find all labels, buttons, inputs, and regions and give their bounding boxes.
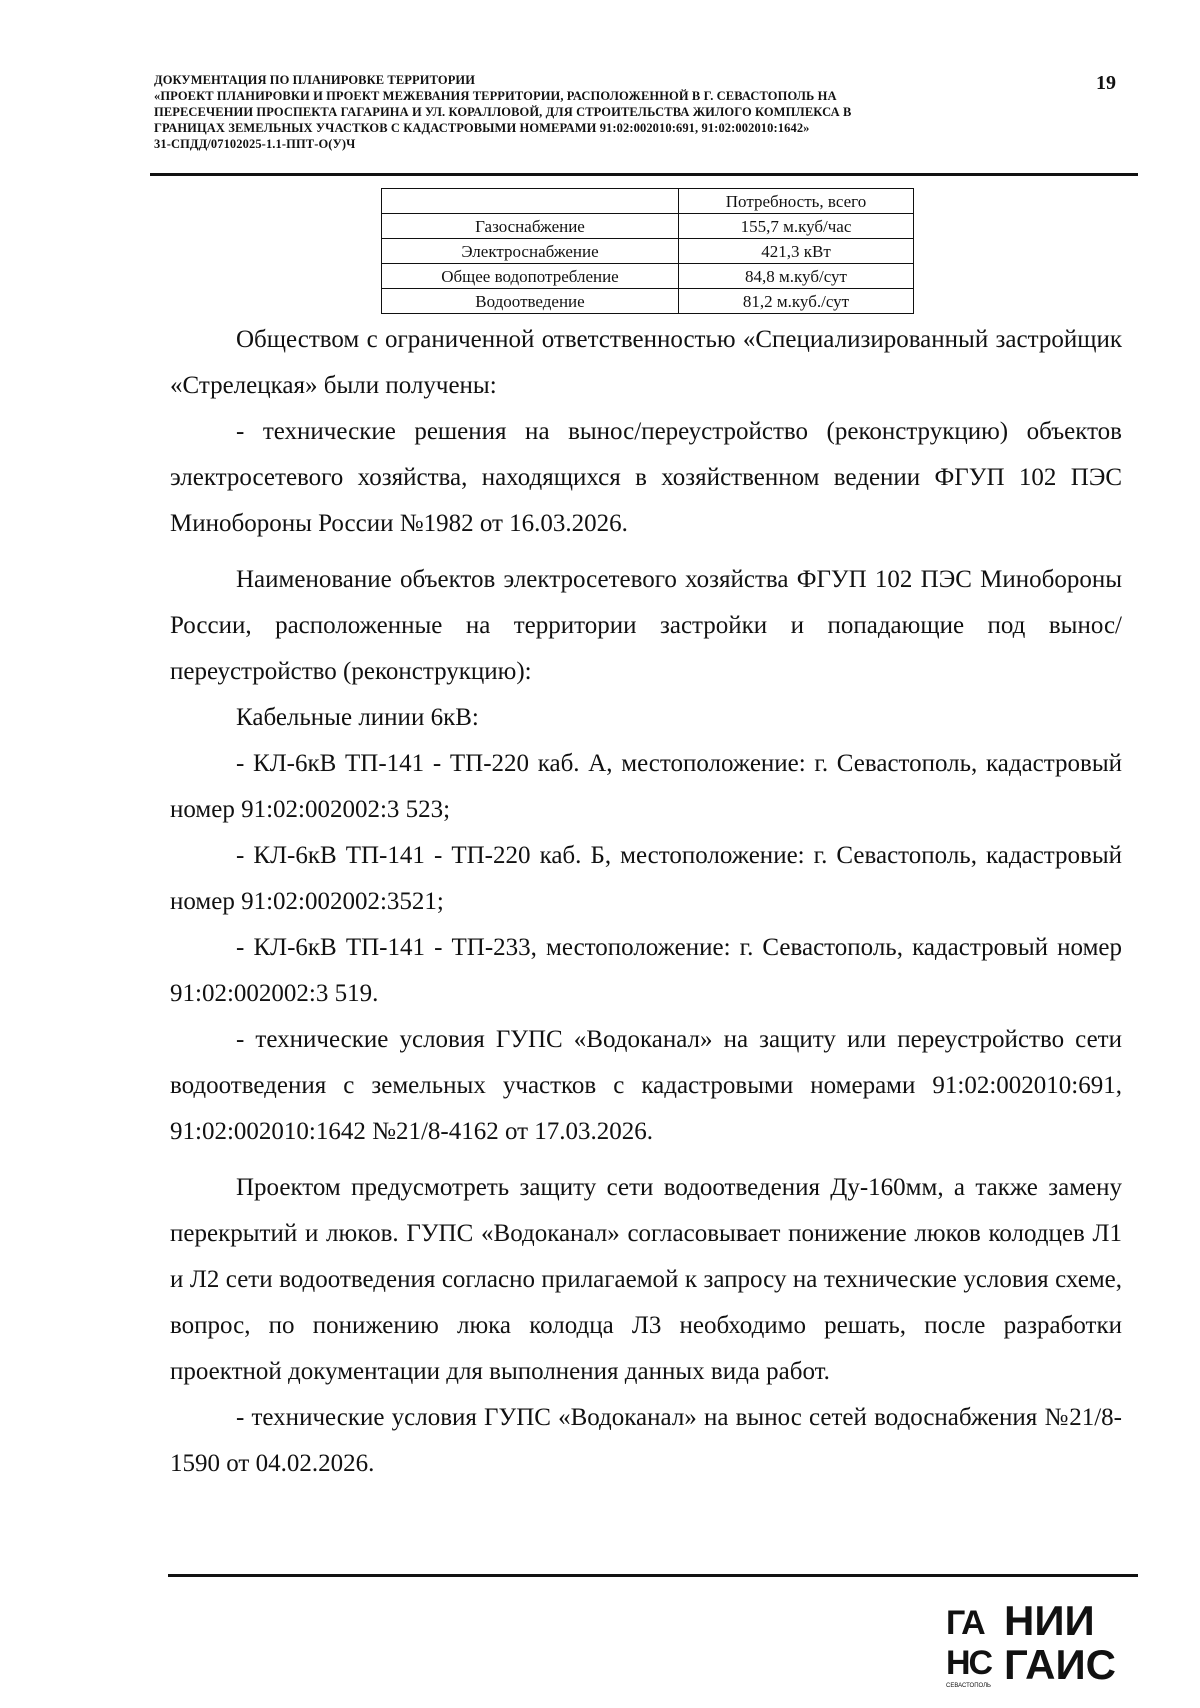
- paragraph: Кабельные линии 6кВ:: [236, 704, 479, 731]
- list-item: - КЛ-6кВ ТП-141 - ТП-220 каб. Б, местоположение: г. Севастополь, кадастровый номер 91:02:002002:3521;: [170, 842, 1122, 915]
- header-line: ПЕРЕСЕЧЕНИИ ПРОСПЕКТА ГАГАРИНА И УЛ. КОРАЛЛОВОЙ, ДЛЯ СТРОИТЕЛЬСТВА ЖИЛОГО КОМПЛЕКСА В: [154, 105, 852, 119]
- table-cell-resource: Электроснабжение: [382, 239, 679, 264]
- paragraph: Проектом предусмотреть защиту сети водоотведения Ду-160мм, а также замену перекрытий и люков. ГУПС «Водоканал» согласовывает понижение люков колодцев Л1 и Л2 сети водоотведения согласно прилагаемой к запросу на технические условия схеме, вопрос, по понижению люка колодца Л3 необходимо решать, после разработки проектной документации для выполнения данных вида работ.: [170, 1174, 1122, 1385]
- table-cell-value: 84,8 м.куб/сут: [679, 264, 914, 289]
- footer-divider: [168, 1574, 1138, 1577]
- table-cell-resource: Газоснабжение: [382, 214, 679, 239]
- table-cell-value: 421,3 кВт: [679, 239, 914, 264]
- table-row: [382, 214, 914, 239]
- list-item: - КЛ-6кВ ТП-141 - ТП-220 каб. А, местоположение: г. Севастополь, кадастровый номер 91:02:002002:3 523;: [170, 750, 1122, 823]
- table-row: [382, 264, 914, 289]
- table-cell-value: 155,7 м.куб/час: [679, 214, 914, 239]
- logo-caption: СЕВАСТОПОЛЬ: [946, 1683, 991, 1689]
- header-line: ГРАНИЦАХ ЗЕМЕЛЬНЫХ УЧАСТКОВ С КАДАСТРОВЫМИ НОМЕРАМИ 91:02:002010:691, 91:02:002010:1642»: [154, 121, 810, 135]
- header-line: 31-СПДД/07102025-1.1-ППТ-О(У)Ч: [154, 137, 356, 151]
- paragraph: - технические условия ГУПС «Водоканал» на защиту или переустройство сети водоотведения с земельных участков с кадастровыми номерами 91:02:002010:691, 91:02:002010:1642 №21/8-4162 от 17.03.2026.: [170, 1026, 1122, 1145]
- table-cell-value: 81,2 м.куб./сут: [679, 289, 914, 314]
- header-line: ДОКУМЕНТАЦИЯ ПО ПЛАНИРОВКЕ ТЕРРИТОРИИ: [154, 73, 476, 87]
- page-number: 19: [1096, 72, 1116, 94]
- logo-mark-top: ГА: [946, 1604, 984, 1642]
- document-header: [154, 72, 1104, 152]
- header-line: «ПРОЕКТ ПЛАНИРОВКИ И ПРОЕКТ МЕЖЕВАНИЯ ТЕРРИТОРИИ, РАСПОЛОЖЕННОЙ В Г. СЕВАСТОПОЛЬ НА: [154, 89, 837, 103]
- logo-name-top: НИИ: [1004, 1597, 1095, 1644]
- table-cell-resource: Общее водопотребление: [382, 264, 679, 289]
- header-divider: [150, 173, 1138, 176]
- table-cell-resource: Водоотведение: [382, 289, 679, 314]
- table-header-cell: [382, 189, 679, 214]
- list-item: - КЛ-6кВ ТП-141 - ТП-233, местоположение: г. Севастополь, кадастровый номер 91:02:002002:3 519.: [170, 934, 1122, 1007]
- niigais-logo: [946, 1594, 1126, 1690]
- paragraph: - технические условия ГУПС «Водоканал» на вынос сетей водоснабжения №21/8-1590 от 04.02.2026.: [170, 1404, 1122, 1477]
- table-header-cell: Потребность, всего: [679, 189, 914, 214]
- logo-name-bottom: ГАИС: [1004, 1641, 1117, 1688]
- paragraph: Обществом с ограниченной ответственностью «Специализированный застройщик «Стрелецкая» были получены:: [170, 326, 1122, 399]
- paragraph: Наименование объектов электросетевого хозяйства ФГУП 102 ПЭС Минобороны России, расположенные на территории застройки и попадающие под вынос/переустройство (реконструкцию):: [170, 566, 1122, 685]
- paragraph: - технические решения на вынос/переустройство (реконструкцию) объектов электросетевого хозяйства, находящихся в хозяйственном ведении ФГУП 102 ПЭС Минобороны России №1982 от 16.03.2026.: [170, 418, 1122, 537]
- document-body: [170, 317, 1122, 1487]
- logo-mark-bottom: НС: [946, 1644, 992, 1682]
- requirements-table: [381, 188, 914, 314]
- table-header-row: [382, 189, 914, 214]
- table-row: [382, 239, 914, 264]
- table-row: [382, 289, 914, 314]
